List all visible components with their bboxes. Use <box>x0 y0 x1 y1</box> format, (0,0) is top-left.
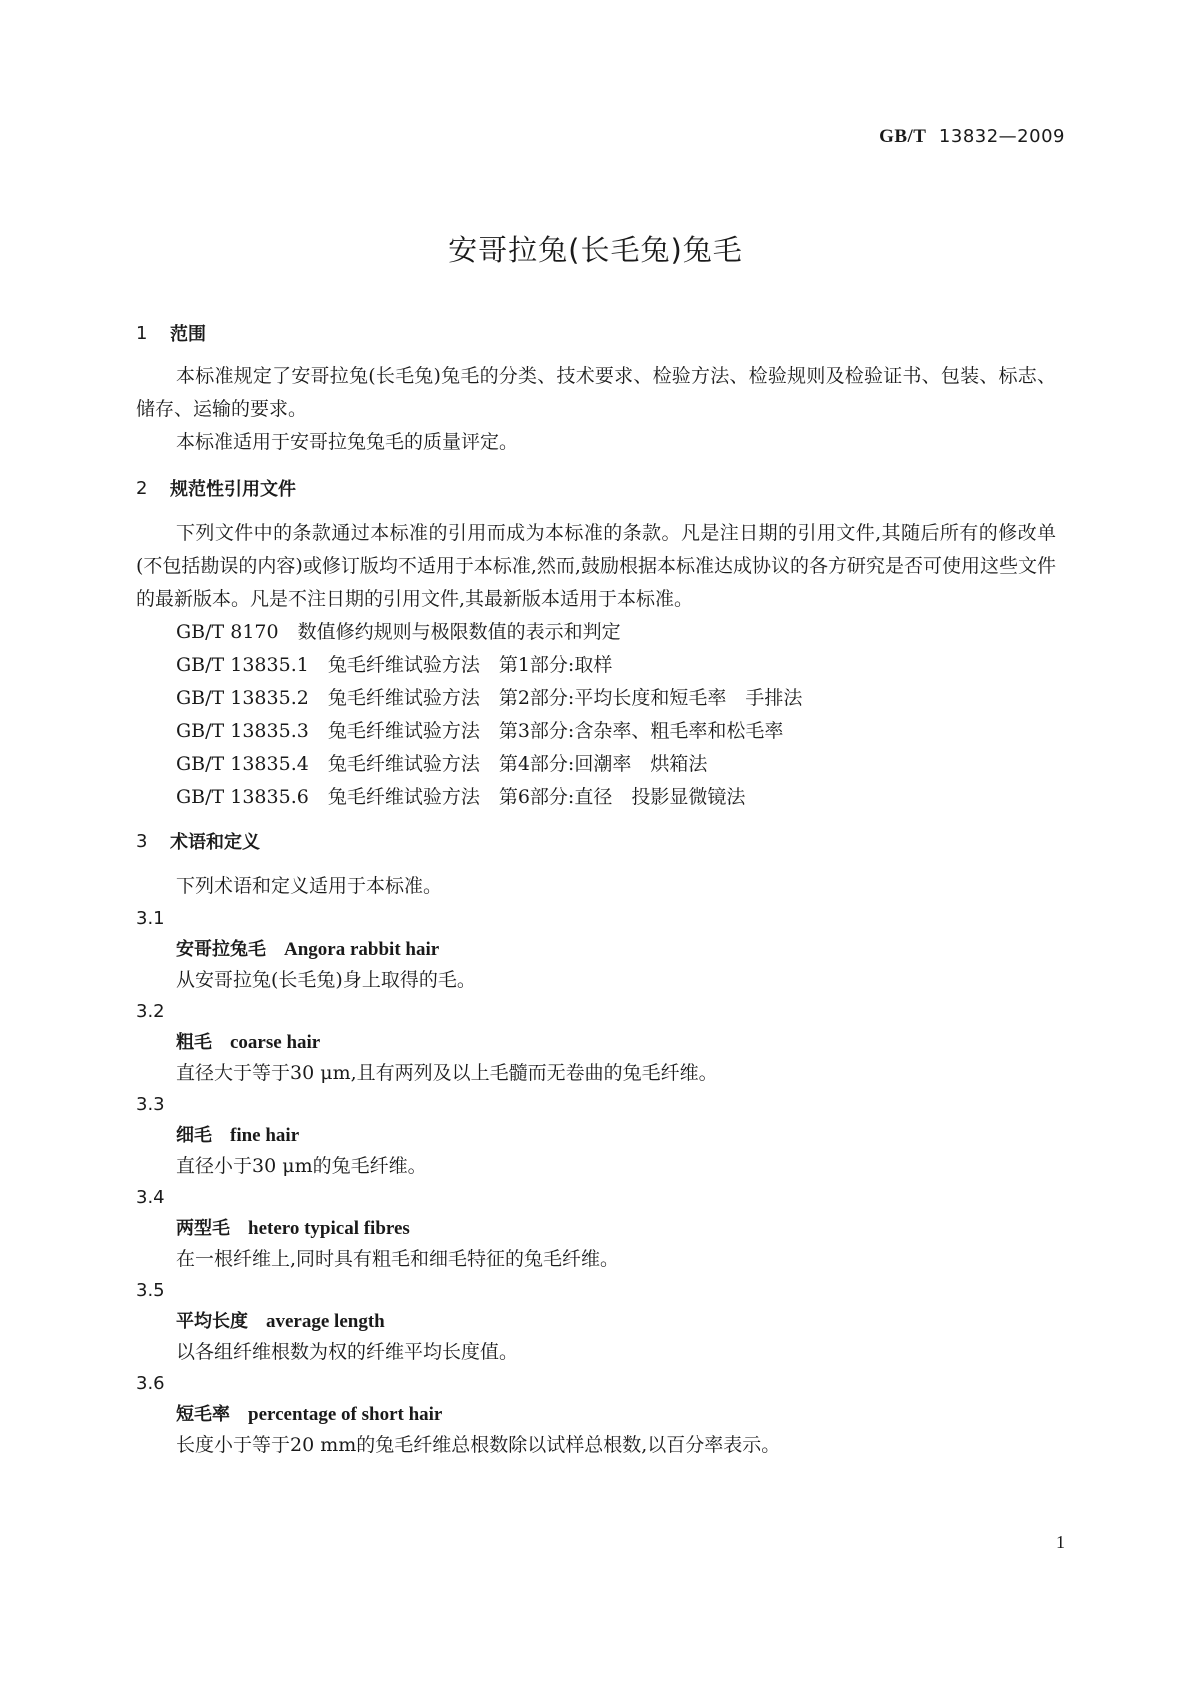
document-title: 安哥拉兔(长毛兔)兔毛 <box>448 233 743 267</box>
section-heading-scope <box>136 318 1056 348</box>
reference-item <box>136 715 1056 748</box>
term-zh: 粗毛 <box>176 1032 212 1053</box>
reference-item <box>136 649 1056 682</box>
reference-title: 兔毛纤维试验方法 第4部分:回潮率 烘箱法 <box>327 753 708 775</box>
reference-code: GB/T 13835.6 <box>176 786 309 808</box>
term-definition: 以各组纤维根数为权的纤维平均长度值。 <box>176 1341 519 1363</box>
term-number: 3.6 <box>136 1373 165 1394</box>
reference-title: 兔毛纤维试验方法 第3部分:含杂率、粗毛率和松毛率 <box>327 720 784 742</box>
reference-code: GB/T 13835.1 <box>176 654 309 676</box>
term-entry <box>136 903 1056 996</box>
term-definition: 从安哥拉兔(长毛兔)身上取得的毛。 <box>176 969 476 991</box>
term-entry <box>136 996 1056 1089</box>
reference-code: GB/T 13835.4 <box>176 753 309 775</box>
term-en: coarse hair <box>230 1032 321 1053</box>
term-name <box>136 1306 1056 1337</box>
paragraph: 下列术语和定义适用于本标准。 <box>176 875 443 897</box>
reference-item <box>136 682 1056 715</box>
reference-title: 数值修约规则与极限数值的表示和判定 <box>297 621 621 643</box>
reference-title: 兔毛纤维试验方法 第6部分:直径 投影显微镜法 <box>327 786 746 808</box>
term-definition: 直径小于30 μm的兔毛纤维。 <box>176 1155 427 1177</box>
term-name <box>136 934 1056 965</box>
reference-list <box>136 616 1056 814</box>
term-number: 3.2 <box>136 1001 165 1022</box>
term-number: 3.3 <box>136 1094 165 1115</box>
standard-number <box>879 126 1065 148</box>
section-title: 术语和定义 <box>170 832 260 853</box>
reference-title: 兔毛纤维试验方法 第1部分:取样 <box>327 654 613 676</box>
term-entry <box>136 1275 1056 1368</box>
term-name <box>136 1120 1056 1151</box>
paragraph: 本标准适用于安哥拉兔兔毛的质量评定。 <box>176 431 519 453</box>
term-zh: 短毛率 <box>176 1404 230 1425</box>
term-number: 3.4 <box>136 1187 165 1208</box>
term-definition: 在一根纤维上,同时具有粗毛和细毛特征的兔毛纤维。 <box>176 1248 620 1270</box>
section-number: 3 <box>136 830 148 852</box>
section-heading-terms <box>136 826 1056 856</box>
term-number: 3.5 <box>136 1280 165 1301</box>
term-entry <box>136 1089 1056 1182</box>
standard-prefix: GB/T <box>879 126 927 147</box>
term-zh: 平均长度 <box>176 1311 248 1332</box>
term-name <box>136 1027 1056 1058</box>
reference-code: GB/T 13835.2 <box>176 687 309 709</box>
section-title: 规范性引用文件 <box>170 479 296 500</box>
reference-code: GB/T 8170 <box>176 621 279 643</box>
term-number: 3.1 <box>136 908 165 929</box>
reference-title: 兔毛纤维试验方法 第2部分:平均长度和短毛率 手排法 <box>327 687 803 709</box>
term-en: percentage of short hair <box>248 1404 443 1425</box>
reference-item <box>136 748 1056 781</box>
term-zh: 细毛 <box>176 1125 212 1146</box>
reference-item <box>136 616 1056 649</box>
term-en: hetero typical fibres <box>248 1218 410 1239</box>
term-definition: 直径大于等于30 μm,且有两列及以上毛髓而无卷曲的兔毛纤维。 <box>176 1062 718 1084</box>
term-zh: 两型毛 <box>176 1218 230 1239</box>
term-en: fine hair <box>230 1125 300 1146</box>
reference-code: GB/T 13835.3 <box>176 720 309 742</box>
page-number: 1 <box>1056 1532 1065 1552</box>
paragraph: 下列文件中的条款通过本标准的引用而成为本标准的条款。凡是注日期的引用文件,其随后所有的修改单(不包括勘误的内容)或修订版均不适用于本标准,然而,鼓励根据本标准达成协议的各方研究是否可使用这些文件的最新版本。凡是不注日期的引用文件,其最新版本适用于本标准。 <box>136 522 1056 610</box>
term-entry <box>136 1182 1056 1275</box>
term-entry <box>136 1368 1056 1461</box>
term-en: Angora rabbit hair <box>284 939 440 960</box>
section-heading-normative-references <box>136 473 1056 503</box>
reference-item <box>136 781 1056 814</box>
section-number: 1 <box>136 322 148 344</box>
term-zh: 安哥拉兔毛 <box>176 939 266 960</box>
section-number: 2 <box>136 477 148 499</box>
term-definition: 长度小于等于20 mm的兔毛纤维总根数除以试样总根数,以百分率表示。 <box>176 1434 781 1456</box>
standard-code: 13832—2009 <box>938 126 1065 147</box>
paragraph: 本标准规定了安哥拉兔(长毛兔)兔毛的分类、技术要求、检验方法、检验规则及检验证书、包装、标志、储存、运输的要求。 <box>136 365 1056 420</box>
document-body <box>136 318 1056 1461</box>
term-name <box>136 1399 1056 1430</box>
term-en: average length <box>266 1311 385 1332</box>
term-name <box>136 1213 1056 1244</box>
section-title: 范围 <box>170 324 206 345</box>
